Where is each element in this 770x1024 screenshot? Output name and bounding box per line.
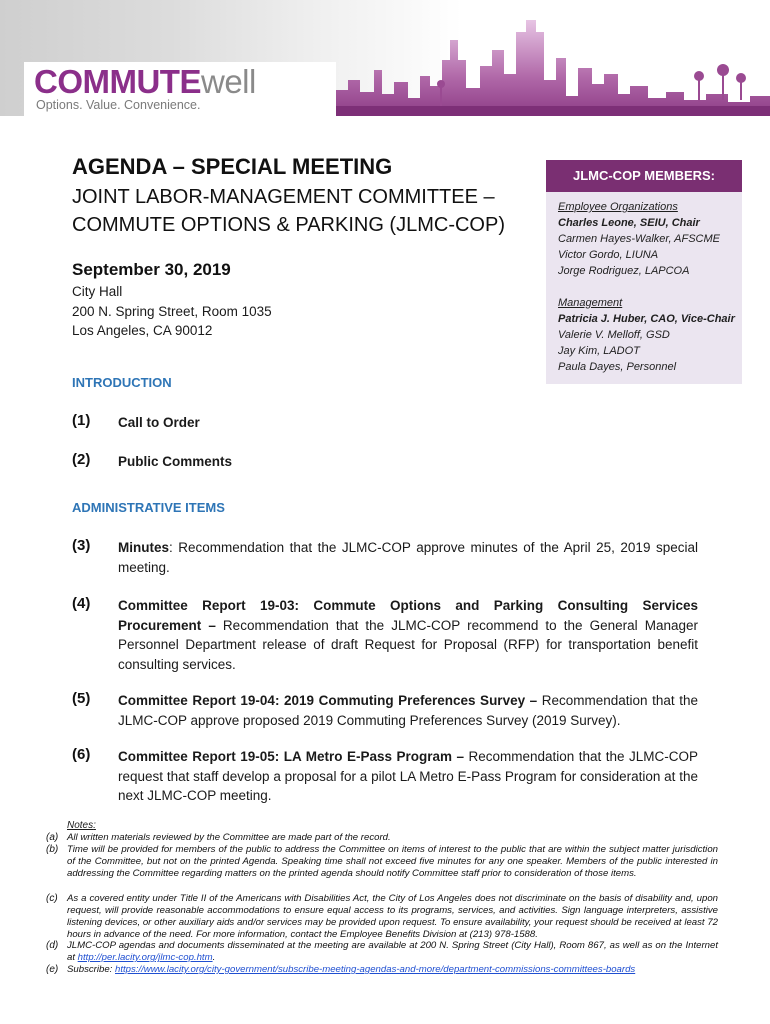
committee-name-line1: JOINT LABOR-MANAGEMENT COMMITTEE – [72,186,495,208]
header-banner [0,0,770,116]
member-name: Jay Kim, LADOT [558,345,640,357]
employee-organizations-heading: Employee Organizations [558,201,678,213]
item-title: Committee Report 19-03: Commute Options and Parking Consulting Services Procurement – [118,598,698,633]
item-number: (6) [72,746,91,763]
agenda-item-report-19-03 [118,596,698,674]
subscribe-link[interactable]: https://www.lacity.org/city-government/subscribe-meeting-agendas-and-more/department-commissions-committees-boards [115,964,636,975]
member-name: Carmen Hayes-Walker, AFSCME [558,233,720,245]
item-description: Recommendation that the JLMC-COP approve proposed 2019 Commuting Preferences Survey (2019 Survey). [118,693,699,728]
management-heading: Management [558,297,623,309]
member-name: Victor Gordo, LIUNA [558,249,659,261]
member-name: Patricia J. Huber, CAO, Vice-Chair [558,313,735,325]
meeting-date: September 30, 2019 [72,260,231,279]
address-line: City Hall [72,284,123,299]
item-title: Call to Order [118,415,200,430]
member-name: Jorge Rodriguez, LAPCOA [558,265,690,277]
note-text: As a covered entity under Title II of the Americans with Disabilities Act, the City of Los Angeles does not discriminate on the basis of disability and, upon request, will provide reasonable accommodations to ensure equal access to its programs, services, and activities. Sign language interpreters, assistive listening devices, or other auxiliary aids and/or services may be provided upon request. To ensure availability, your request should be received at least 72 hours in advance of the need. For more information, contact the Employee Benefits Division at (213) 978-1588. [67,893,718,940]
note-text: JLMC-COP agendas and documents disseminated at the meeting are available at 200 N. Spring Street (City Hall), Room 867, as well as on the Internet at http://per.lacity.org/jlmc-cop.htm. [67,940,718,963]
note-label: (b) [46,844,59,855]
item-title: Public Comments [118,454,233,469]
address-line: Los Angeles, CA 90012 [72,323,213,338]
item-title: Committee Report 19-04: 2019 Commuting Preferences Survey – [118,693,538,708]
item-title: Committee Report 19-05: LA Metro E-Pass Program – [118,749,464,764]
agenda-item-call-to-order [118,413,698,433]
item-description: Recommendation that the JLMC-COP request that staff develop a proposal for a pilot LA Metro E-Pass Program for consideration at the next JLMC-COP meeting. [118,749,698,803]
jlmc-cop-link[interactable]: http://per.lacity.org/jlmc-cop.htm [77,952,213,963]
agenda-item-minutes [118,538,698,577]
item-number: (4) [72,595,91,612]
logo-well-text: well [200,63,256,100]
committee-name-line2: COMMUTE OPTIONS & PARKING (JLMC-COP) [72,214,505,236]
logo-commute-text: COMMUTE [34,63,201,100]
agenda-title: AGENDA – SPECIAL MEETING [72,154,393,179]
note-text: Subscribe: https://www.lacity.org/city-government/subscribe-meeting-agendas-and-more/department-commissions-committees-boards [67,964,636,975]
agenda-item-report-19-05 [118,747,698,806]
members-heading: JLMC-COP MEMBERS: [546,160,742,192]
note-label: (a) [46,832,59,843]
note-label: (c) [46,893,58,904]
item-number: (2) [72,451,91,468]
item-number: (3) [72,537,91,554]
address-line: 200 N. Spring Street, Room 1035 [72,304,272,319]
notes-title: Notes: [67,820,96,831]
member-name: Paula Dayes, Personnel [558,361,677,373]
city-skyline-graphic [330,10,770,116]
item-description: Recommendation that the JLMC-COP recommend to the General Manager Personnel Department release of draft Request for Proposal (RFP) for transportation benefit consulting services. [118,617,698,672]
note-text: Time will be provided for members of the public to address the Committee on items of interest to the public that are within the subject matter jurisdiction of the Committee, but not on the printed Agenda. Speaking time shall not exceed five minutes for any one speaker. Members of the public interested in addressing the Committee regarding matters on the printed agenda should notify Committee staff prior to consideration of those items. [67,844,718,879]
item-number: (1) [72,412,91,429]
note-label: (e) [46,964,59,975]
item-number: (5) [72,690,91,707]
note-text: All written materials reviewed by the Committee are made part of the record. [67,832,391,843]
agenda-item-report-19-04 [118,691,698,730]
note-label: (d) [46,940,59,951]
agenda-item-public-comments [118,452,698,472]
member-name: Valerie V. Melloff, GSD [558,329,670,341]
commutewell-logo [34,64,256,100]
section-administrative-items: ADMINISTRATIVE ITEMS [72,500,225,515]
member-name: Charles Leone, SEIU, Chair [558,217,700,229]
logo-tagline: Options. Value. Convenience. [36,98,201,112]
item-title: Minutes [118,540,170,555]
item-description: : Recommendation that the JLMC-COP approve minutes of the April 25, 2019 special meeting. [118,540,698,575]
section-introduction: INTRODUCTION [72,375,172,390]
